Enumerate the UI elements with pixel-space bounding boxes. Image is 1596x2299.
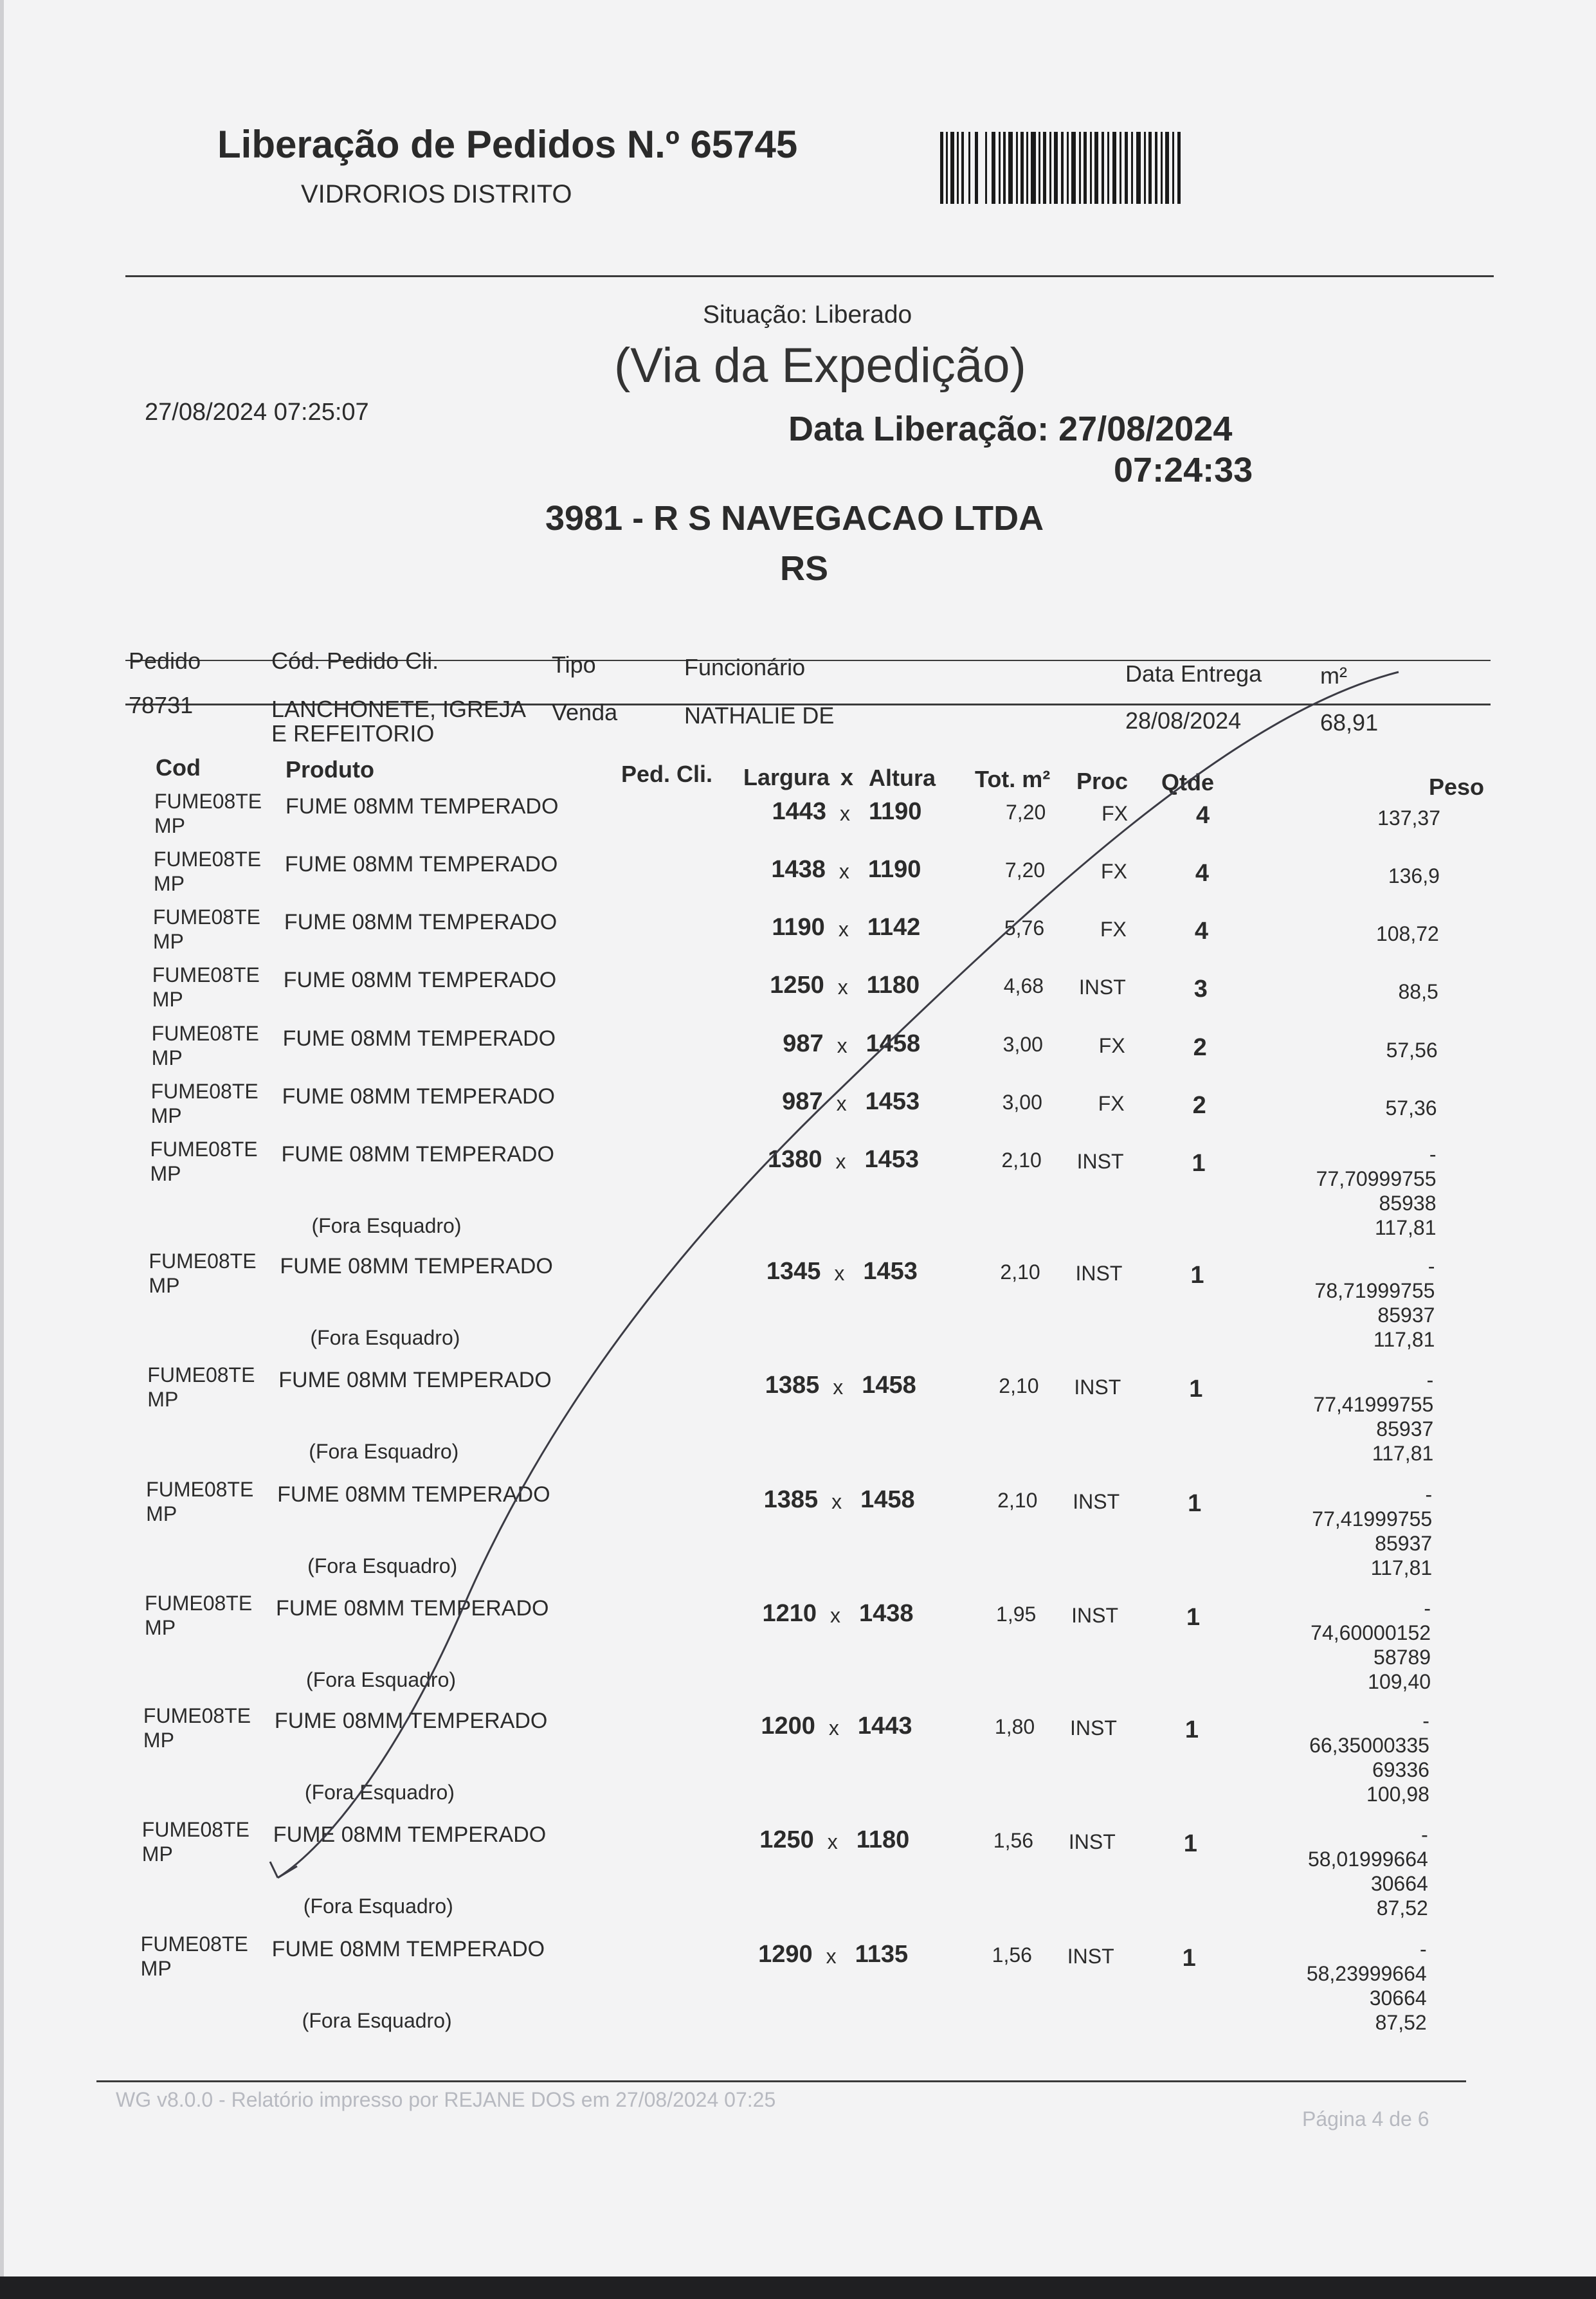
row-x: x [830,1604,841,1627]
footer-printed-by: WG v8.0.0 - Relatório impresso por REJANE DOS em 27/08/2024 07:25 [116,2088,776,2111]
release-date: Data Liberação: 27/08/2024 [788,410,1233,448]
row-altura: 1190 [869,798,922,825]
row-tot-m2: 7,20 [1004,859,1046,882]
row-produto: FUME 08MM TEMPERADO [283,968,557,992]
col-header-data-entrega: Data Entrega [1125,660,1262,687]
prod-header-x: x [840,764,854,790]
row-qtde: 1 [1188,1490,1202,1517]
row-proc: INST [1067,1945,1114,1968]
row-peso: - 77,70999755 85938 117,81 [1316,1143,1437,1239]
row-largura: 1290 [758,1941,813,1968]
row-produto: FUME 08MM TEMPERADO [282,1026,556,1051]
row-largura: 1190 [772,914,825,941]
row-qtde: 1 [1182,1945,1196,1972]
row-x: x [833,1376,844,1399]
row-produto: FUME 08MM TEMPERADO [277,1482,550,1507]
row-proc: FX [1098,1092,1125,1115]
order-cod-pedido-cli-line1: LANCHONETE, IGREJA [271,696,527,722]
col-header-funcionario: Funcionário [684,654,806,680]
row-largura: 1438 [771,856,826,883]
row-peso: 137,37 [1377,806,1440,830]
row-produto: FUME 08MM TEMPERADO [276,1596,549,1621]
row-x: x [837,1034,848,1057]
row-peso: - 74,60000152 58789 109,40 [1310,1597,1431,1693]
row-peso: - 77,41999755 85937 117,81 [1312,1483,1433,1579]
row-altura: 1453 [863,1258,918,1285]
row-largura: 1250 [770,972,824,999]
row-produto: FUME 08MM TEMPERADO [271,1937,545,1961]
customer-name: 3981 - R S NAVEGACAO LTDA [545,499,1044,538]
prod-header-produto: Produto [286,756,374,783]
row-altura: 1453 [864,1146,920,1173]
row-largura: 1385 [765,1372,820,1399]
row-largura: 1200 [761,1713,815,1740]
via-label: (Via da Expedição) [614,338,1026,393]
row-peso: 88,5 [1398,980,1438,1003]
row-altura: 1142 [867,914,921,941]
row-produto: FUME 08MM TEMPERADO [274,1709,548,1733]
row-tot-m2: 2,10 [997,1489,1038,1512]
row-altura: 1458 [860,1486,915,1513]
row-produto: FUME 08MM TEMPERADO [278,1368,552,1392]
row-fora-esquadro-note: (Fora Esquadro) [311,1214,462,1237]
row-peso: 136,9 [1388,864,1440,887]
row-altura: 1438 [859,1600,914,1627]
row-altura: 1135 [855,1941,909,1968]
col-header-tipo: Tipo [552,651,596,678]
row-produto: FUME 08MM TEMPERADO [273,1822,547,1847]
row-produto: FUME 08MM TEMPERADO [284,910,558,934]
page-number: Página 4 de 6 [1302,2107,1429,2131]
row-x: x [839,860,849,883]
row-largura: 1250 [759,1826,814,1853]
row-proc: FX [1100,918,1127,941]
document-title: Liberação de Pedidos N.º 65745 [217,123,798,166]
row-cod: FUME08TE MP [141,1818,249,1866]
row-cod: FUME08TE MP [147,1363,255,1411]
row-cod: FUME08TE MP [152,963,260,1011]
prod-header-cod: Cod [156,754,201,781]
row-fora-esquadro-note: (Fora Esquadro) [306,1668,457,1691]
row-x: x [837,976,848,999]
row-peso: - 58,01999664 30664 87,52 [1307,1823,1428,1920]
row-proc: INST [1078,976,1126,999]
row-qtde: 3 [1193,976,1208,1003]
row-tot-m2: 1,56 [993,1829,1034,1852]
row-proc: FX [1102,802,1128,825]
row-tot-m2: 1,56 [992,1943,1032,1967]
row-proc: INST [1076,1150,1124,1173]
order-tipo: Venda [552,699,618,725]
row-qtde: 1 [1190,1262,1204,1289]
row-qtde: 1 [1186,1604,1201,1631]
row-qtde: 1 [1189,1376,1203,1403]
row-tot-m2: 2,10 [1000,1260,1040,1284]
row-proc: INST [1071,1604,1119,1627]
row-largura: 1380 [767,1146,822,1173]
row-largura: 1385 [763,1486,819,1513]
row-fora-esquadro-note: (Fora Esquadro) [310,1326,460,1349]
col-header-cod-pedido-cli: Cód. Pedido Cli. [271,648,439,674]
row-qtde: 2 [1193,1034,1207,1061]
prod-header-altura: Altura [869,765,936,791]
company-name: VIDRORIOS DISTRITO [301,180,572,208]
row-fora-esquadro-note: (Fora Esquadro) [304,1781,455,1804]
row-peso: 108,72 [1375,922,1439,945]
row-largura: 987 [783,1030,824,1057]
row-altura: 1443 [857,1713,912,1740]
row-x: x [836,1092,847,1115]
row-fora-esquadro-note: (Fora Esquadro) [307,1554,458,1577]
row-qtde: 4 [1194,918,1208,945]
row-produto: FUME 08MM TEMPERADO [286,794,559,819]
row-altura: 1453 [865,1088,920,1115]
prod-header-qtde: Qtde [1161,769,1215,795]
row-peso: - 78,71999755 85937 117,81 [1314,1255,1435,1351]
row-x: x [835,1150,846,1173]
row-produto: FUME 08MM TEMPERADO [284,852,558,877]
row-x: x [834,1262,845,1285]
row-qtde: 1 [1183,1830,1197,1857]
row-largura: 1210 [762,1600,817,1627]
prod-header-ped-cli: Ped. Cli. [621,761,713,787]
row-x: x [838,918,849,941]
row-tot-m2: 1,80 [994,1715,1035,1738]
scan-bottom-edge [0,2276,1596,2299]
prod-header-peso: Peso [1429,774,1485,800]
row-proc: FX [1101,860,1127,883]
row-altura: 1180 [856,1826,910,1853]
row-peso: - 58,23999664 30664 87,52 [1306,1938,1427,2034]
row-proc: INST [1068,1830,1116,1853]
col-header-m2: m² [1320,662,1347,689]
order-m2: 68,91 [1320,709,1379,736]
row-x: x [827,1830,838,1853]
row-proc: INST [1073,1490,1120,1513]
row-produto: FUME 08MM TEMPERADO [282,1084,555,1109]
row-proc: INST [1074,1376,1121,1399]
row-cod: FUME08TE MP [154,790,262,837]
row-tot-m2: 3,00 [1002,1033,1043,1056]
row-x: x [828,1716,839,1740]
row-cod: FUME08TE MP [149,1249,257,1297]
row-largura: 1345 [766,1258,821,1285]
row-cod: FUME08TE MP [146,1478,254,1525]
row-qtde: 1 [1184,1716,1199,1743]
row-fora-esquadro-note: (Fora Esquadro) [302,2009,452,2032]
row-altura: 1180 [866,972,920,999]
row-peso: 57,36 [1385,1096,1437,1120]
row-cod: FUME08TE MP [150,1138,258,1185]
row-tot-m2: 4,68 [1003,974,1044,997]
row-fora-esquadro-note: (Fora Esquadro) [303,1895,453,1918]
prod-header-tot-m2: Tot. m² [975,766,1051,792]
row-largura: 987 [782,1088,823,1115]
footer-rule [96,2080,1466,2082]
release-time: 07:24:33 [1114,451,1253,489]
row-qtde: 4 [1196,802,1210,829]
row-tot-m2: 1,95 [996,1603,1037,1626]
row-tot-m2: 5,76 [1004,916,1045,940]
order-funcionario: NATHALIE DE [684,702,835,729]
status-situacao: Situação: Liberado [703,301,912,329]
col-header-pedido: Pedido [129,648,201,674]
row-cod: FUME08TE MP [145,1592,253,1639]
row-x: x [840,802,850,825]
order-pedido: 78731 [129,692,194,718]
row-fora-esquadro-note: (Fora Esquadro) [309,1440,459,1463]
prod-header-largura: Largura [743,764,830,790]
order-data-entrega: 28/08/2024 [1125,707,1242,734]
row-altura: 1190 [867,856,921,883]
row-altura: 1458 [862,1372,916,1399]
row-cod: FUME08TE MP [140,1932,248,1980]
row-proc: INST [1070,1716,1117,1740]
order-cod-pedido-cli-line2: E REFEITORIO [271,720,435,747]
row-tot-m2: 2,10 [999,1374,1039,1397]
row-cod: FUME08TE MP [151,1022,259,1069]
customer-state: RS [780,549,829,588]
row-qtde: 1 [1192,1150,1206,1177]
row-largura: 1443 [772,798,826,825]
row-cod: FUME08TE MP [152,905,260,953]
row-cod: FUME08TE MP [150,1080,258,1127]
row-qtde: 4 [1195,860,1210,887]
row-x: x [831,1490,842,1513]
row-x: x [826,1945,837,1968]
row-cod: FUME08TE MP [153,848,262,895]
row-tot-m2: 3,00 [1002,1091,1042,1114]
row-tot-m2: 7,20 [1006,801,1046,824]
row-qtde: 2 [1192,1092,1206,1119]
row-peso: - 77,41999755 85937 117,81 [1313,1368,1434,1465]
row-produto: FUME 08MM TEMPERADO [281,1142,554,1167]
row-peso: - 66,35000335 69336 100,98 [1309,1709,1429,1806]
row-produto: FUME 08MM TEMPERADO [280,1254,553,1278]
row-proc: FX [1098,1034,1125,1057]
row-peso: 57,56 [1386,1039,1438,1062]
row-proc: INST [1075,1262,1123,1285]
prod-header-proc: Proc [1076,768,1129,794]
row-tot-m2: 2,10 [1001,1149,1042,1172]
row-cod: FUME08TE MP [143,1704,251,1752]
row-altura: 1458 [866,1030,921,1057]
printed-timestamp: 27/08/2024 07:25:07 [145,399,369,426]
